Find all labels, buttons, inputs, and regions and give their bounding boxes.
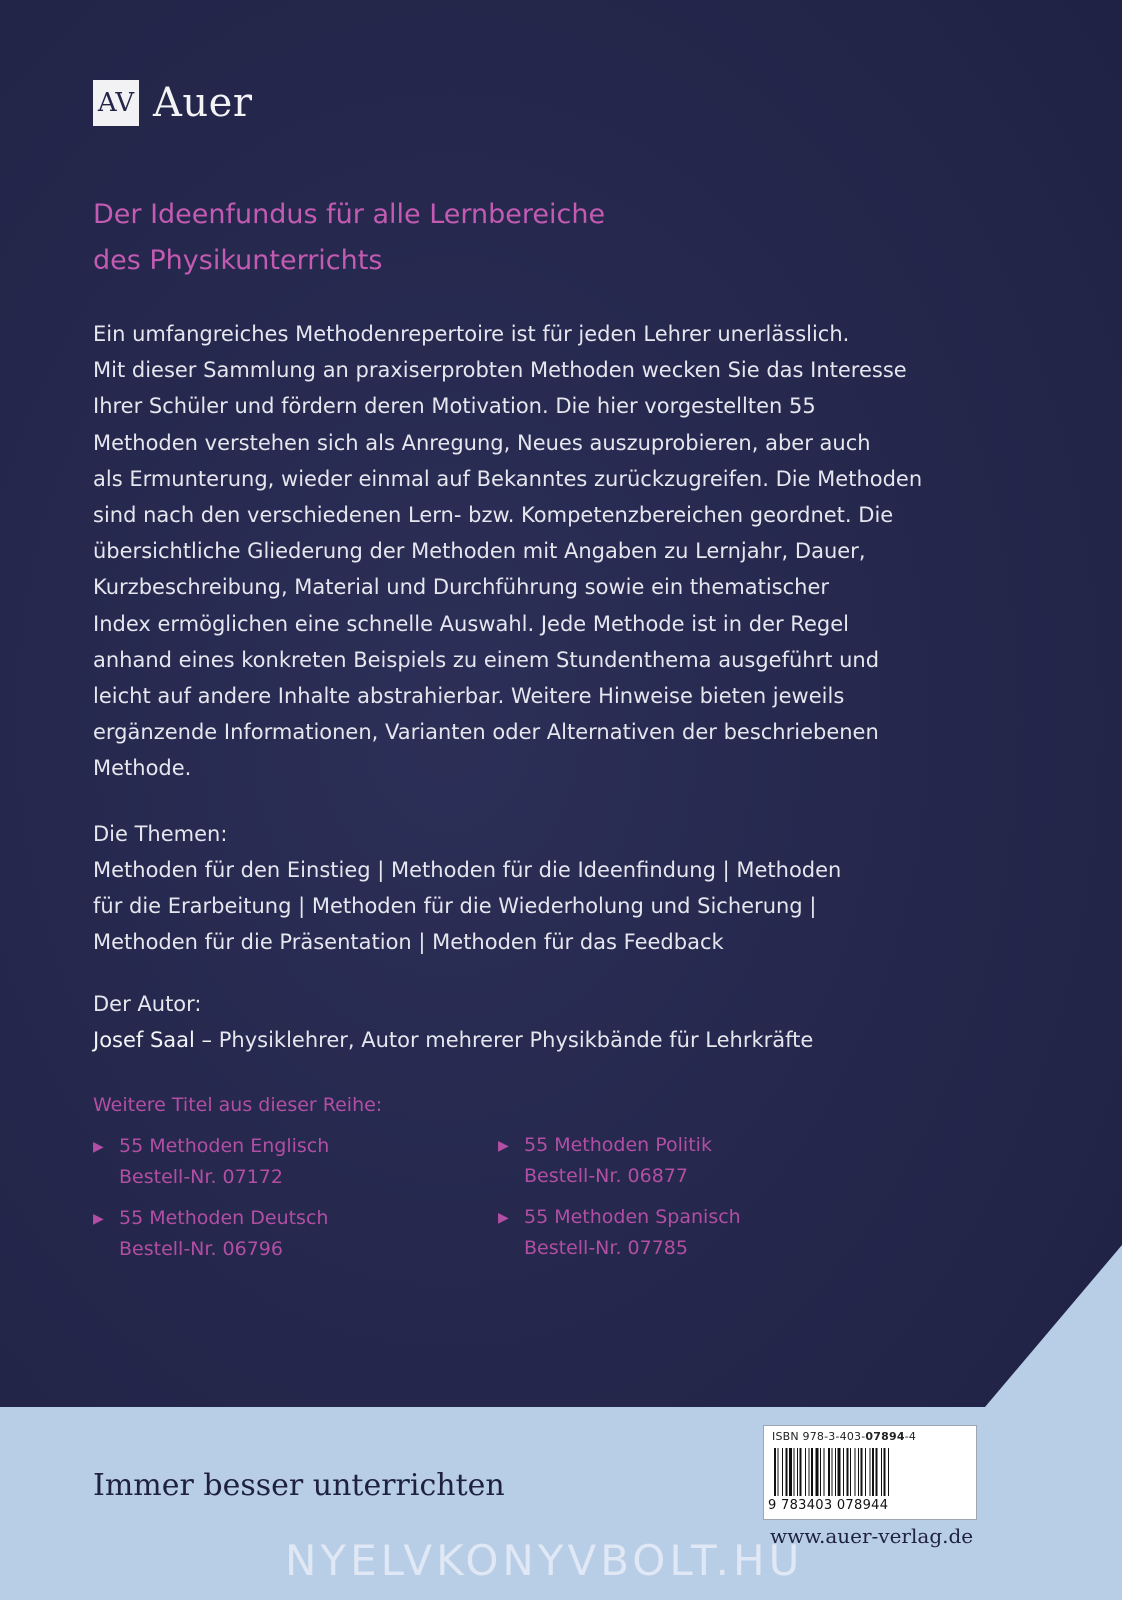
- series-item-title: 55 Methoden Politik: [524, 1134, 712, 1156]
- isbn-prefix: ISBN 978-3-403-: [772, 1430, 866, 1443]
- text-line: Methoden verstehen sich als Anregung, Neues auszuprobieren, aber auch: [93, 430, 871, 455]
- series-item-title: 55 Methoden Deutsch: [119, 1207, 329, 1229]
- text-line: Mit dieser Sammlung an praxiserprobten Methoden wecken Sie das Interesse: [93, 358, 907, 383]
- series-title: Weitere Titel aus dieser Reihe:: [93, 1094, 383, 1116]
- text-line: sind nach den verschiedenen Lern- bzw. Kompetenzbereichen geordnet. Die: [93, 503, 894, 528]
- logo-name: Auer: [153, 80, 253, 126]
- text-line: Kurzbeschreibung, Material und Durchführung sowie ein thematischer: [93, 575, 830, 600]
- isbn-bold: 07894: [865, 1430, 905, 1443]
- isbn-suffix: -4: [904, 1430, 917, 1443]
- watermark: NYELVKONYVBOLT.HU: [285, 1536, 804, 1585]
- topics-line: für die Erarbeitung | Methoden für die Wiederholung und Sicherung |: [93, 894, 817, 918]
- arrow-icon: ▶: [498, 1138, 509, 1154]
- series-item: [93, 1131, 330, 1193]
- headline: [93, 192, 913, 284]
- series-item-order: Bestell-Nr. 07785: [524, 1237, 688, 1259]
- text-line: Methode.: [93, 756, 192, 781]
- series-item: [93, 1203, 329, 1265]
- topics-section: [93, 816, 963, 960]
- isbn-label: [772, 1430, 916, 1443]
- barcode-icon: [772, 1448, 968, 1498]
- text-line: anhand eines konkreten Beispiels zu einem Stundenthema ausgeführt und: [93, 647, 880, 672]
- text-line: Ihrer Schüler und fördern deren Motivation. Die hier vorgestellten 55: [93, 394, 816, 419]
- arrow-icon: ▶: [93, 1139, 104, 1155]
- slogan: Immer besser unterrichten: [93, 1468, 505, 1503]
- series-item: [498, 1130, 712, 1192]
- arrow-icon: ▶: [498, 1210, 509, 1226]
- series-item-order: Bestell-Nr. 06796: [119, 1238, 283, 1260]
- text-line: Ein umfangreiches Methodenrepertoire ist für jeden Lehrer unerlässlich.: [93, 322, 850, 346]
- topics-line: Methoden für den Einstieg | Methoden für die Ideenfindung | Methoden: [93, 858, 842, 882]
- headline-line: Der Ideenfundus für alle Lernbereiche: [93, 199, 606, 230]
- series-item: [498, 1202, 741, 1264]
- author-line: [93, 1022, 963, 1058]
- publisher-logo: [93, 80, 252, 126]
- series-item-order: Bestell-Nr. 06877: [524, 1165, 688, 1187]
- series-item-order: Bestell-Nr. 07172: [119, 1166, 283, 1188]
- description-text: [93, 316, 963, 787]
- isbn-barcode: [763, 1425, 977, 1520]
- text-line: ergänzende Informationen, Varianten oder Alternativen der beschriebenen: [93, 720, 879, 745]
- series-item-title: 55 Methoden Spanisch: [524, 1206, 741, 1228]
- topics-title: Die Themen:: [93, 822, 228, 846]
- headline-line: des Physikunterrichts: [93, 245, 383, 276]
- text-line: Index ermöglichen eine schnelle Auswahl. Jede Methode ist in der Regel: [93, 611, 849, 636]
- logo-mark: AV: [93, 80, 139, 126]
- barcode-digits: 9 783403 078944: [768, 1498, 889, 1513]
- topics-line: Methoden für die Präsentation | Methoden für das Feedback: [93, 930, 724, 954]
- publisher-url: www.auer-verlag.de: [770, 1524, 974, 1548]
- text-line: als Ermunterung, wieder einmal auf Bekanntes zurückzugreifen. Die Methoden: [93, 466, 923, 491]
- author-name: Josef Saal –: [93, 1028, 213, 1052]
- author-section: [93, 986, 963, 1058]
- author-description: Physiklehrer, Autor mehrerer Physikbände für Lehrkräfte: [218, 1028, 814, 1052]
- text-line: übersichtliche Gliederung der Methoden mit Angaben zu Lernjahr, Dauer,: [93, 539, 866, 564]
- text-line: leicht auf andere Inhalte abstrahierbar. Weitere Hinweise bieten jeweils: [93, 684, 845, 709]
- author-title: Der Autor:: [93, 992, 202, 1016]
- arrow-icon: ▶: [93, 1211, 104, 1227]
- series-item-title: 55 Methoden Englisch: [119, 1135, 330, 1157]
